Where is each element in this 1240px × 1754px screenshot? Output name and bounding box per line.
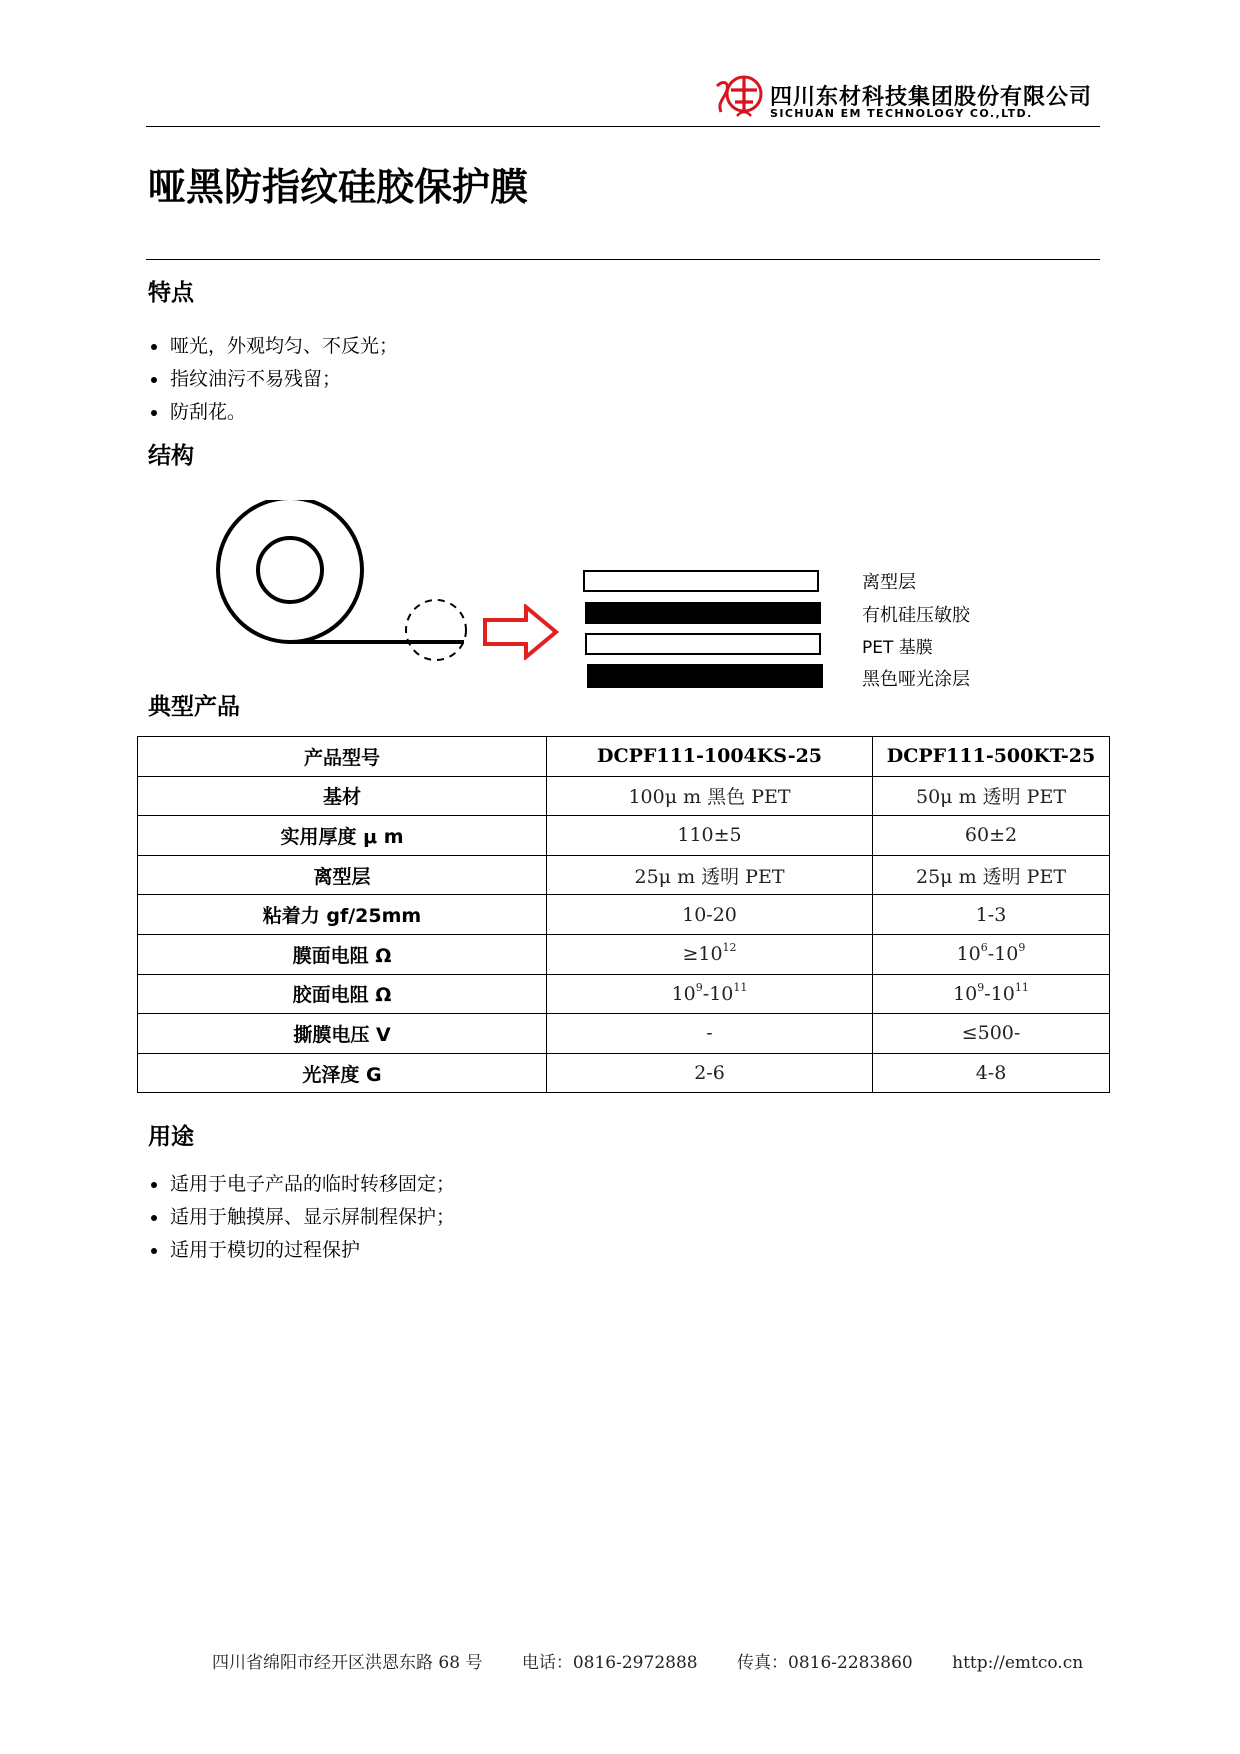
footer <box>212 1648 1083 1673</box>
table-row <box>138 1053 1110 1093</box>
value-cell: 50μ m 透明 PET <box>873 776 1110 816</box>
footer-phone: 电话：0816-2972888 <box>521 1653 698 1673</box>
table-row <box>138 934 1110 974</box>
row-label-cell: 胶面电阻 Ω <box>138 974 547 1014</box>
list-item: 哑光，外观均匀、不反光； <box>148 330 398 363</box>
products-table <box>137 736 1110 1093</box>
value-cell: $10^6-10^9$ <box>873 934 1110 974</box>
row-label-cell: 光泽度 G <box>138 1053 547 1093</box>
row-label-cell: 粘着力 gf/25mm <box>138 895 547 935</box>
company-name-en: SICHUAN EM TECHNOLOGY CO.,LTD. <box>770 107 1033 120</box>
row-label-cell: 实用厚度 μ m <box>138 816 547 856</box>
table-header-row <box>138 737 1110 777</box>
layer-pet-bar <box>585 633 821 655</box>
page-title: 哑黑防指纹硅胶保护膜 <box>148 165 529 209</box>
list-item: 适用于电子产品的临时转移固定； <box>148 1168 455 1201</box>
header-cell: DCPF111-500KT-25 <box>873 737 1110 777</box>
products-heading: 典型产品 <box>148 694 240 720</box>
film-roll-icon <box>210 500 490 670</box>
table-row <box>138 816 1110 856</box>
company-name-cn: 四川东材科技集团股份有限公司 <box>770 85 1093 110</box>
uses-heading: 用途 <box>148 1124 194 1150</box>
layer-label: 离型层 <box>862 572 916 593</box>
header-cell: DCPF111-1004KS-25 <box>547 737 873 777</box>
layer-label: PET 基膜 <box>862 638 933 658</box>
table-row <box>138 974 1110 1014</box>
value-cell: $10^9-10^{11}$ <box>873 974 1110 1014</box>
row-label-cell: 基材 <box>138 776 547 816</box>
list-item: 防刮花。 <box>148 396 398 429</box>
header-cell: 产品型号 <box>138 737 547 777</box>
features-list <box>148 330 398 429</box>
footer-address: 四川省绵阳市经开区洪恩东路 68 号 <box>212 1653 483 1673</box>
value-cell: 110±5 <box>547 816 873 856</box>
value-cell: 2-6 <box>547 1053 873 1093</box>
value-cell: 1-3 <box>873 895 1110 935</box>
value-cell: 10-20 <box>547 895 873 935</box>
footer-fax: 传真：0816-2283860 <box>737 1653 913 1673</box>
value-cell: 25μ m 透明 PET <box>873 855 1110 895</box>
value-cell: 100μ m 黑色 PET <box>547 776 873 816</box>
layer-label: 有机硅压敏胶 <box>862 605 970 626</box>
features-heading: 特点 <box>148 280 194 306</box>
row-label-cell: 离型层 <box>138 855 547 895</box>
value-cell: $\ge 10^{12}$ <box>547 934 873 974</box>
table-row <box>138 776 1110 816</box>
title-divider <box>146 259 1100 260</box>
list-item: 指纹油污不易残留； <box>148 363 398 396</box>
footer-website[interactable]: http://emtco.cn <box>952 1653 1084 1673</box>
value-cell: ≤500- <box>873 1014 1110 1054</box>
uses-list <box>148 1168 455 1267</box>
value-cell: 4-8 <box>873 1053 1110 1093</box>
row-label-cell: 膜面电阻 Ω <box>138 934 547 974</box>
row-label-cell: 撕膜电压 V <box>138 1014 547 1054</box>
structure-heading: 结构 <box>148 443 194 469</box>
value-cell: $10^9-10^{11}$ <box>547 974 873 1014</box>
layer-release-bar <box>583 570 819 592</box>
table-row <box>138 855 1110 895</box>
list-item: 适用于模切的过程保护 <box>148 1234 455 1267</box>
list-item: 适用于触摸屏、显示屏制程保护； <box>148 1201 455 1234</box>
layer-adhesive-bar <box>585 602 821 624</box>
table-row <box>138 895 1110 935</box>
company-logo-icon <box>713 72 765 120</box>
value-cell: 60±2 <box>873 816 1110 856</box>
value-cell: - <box>547 1014 873 1054</box>
table-row <box>138 1014 1110 1054</box>
header-divider <box>146 126 1100 127</box>
layer-coating-bar <box>587 664 823 688</box>
arrow-right-icon <box>482 604 560 660</box>
layer-label: 黑色哑光涂层 <box>862 669 970 690</box>
value-cell: 25μ m 透明 PET <box>547 855 873 895</box>
